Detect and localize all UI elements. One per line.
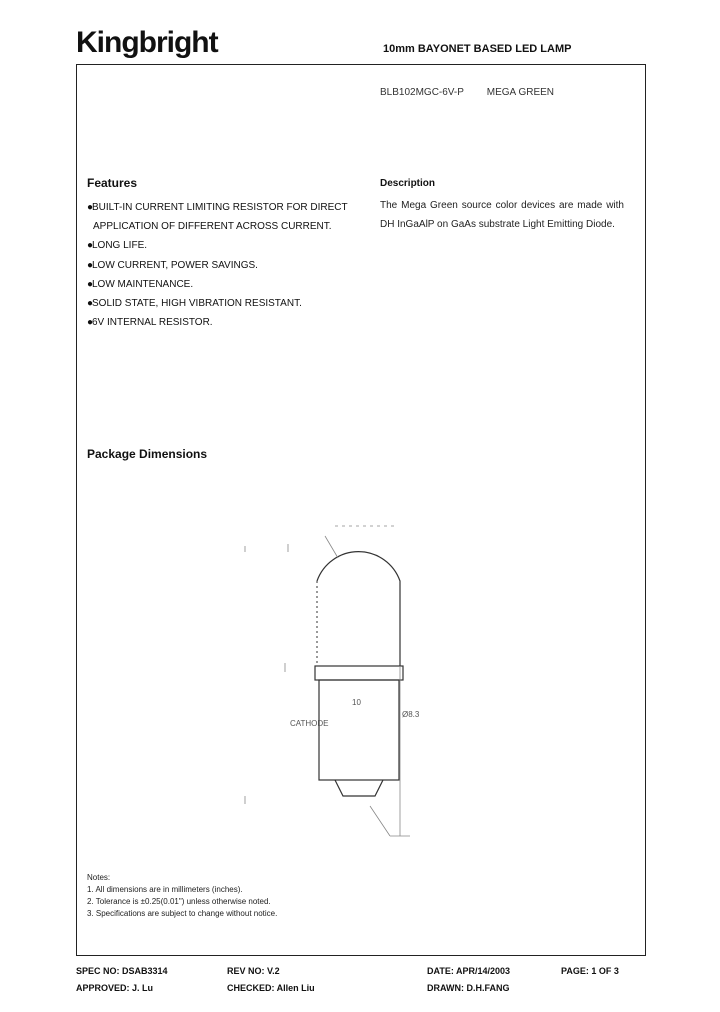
feature-item-continuation: APPLICATION OF DIFFERENT ACROSS CURRENT. <box>93 221 332 233</box>
features-heading: Features <box>87 176 138 190</box>
revision-number: REV NO: V.2 <box>227 966 280 976</box>
part-line <box>380 87 554 98</box>
dimension-label: 10 <box>352 698 361 707</box>
bullet-icon: ● <box>87 298 94 310</box>
led-lamp-drawing <box>225 496 455 841</box>
part-color: MEGA GREEN <box>486 87 555 98</box>
cathode-label: CATHODE <box>290 719 329 728</box>
notes-title: Notes: <box>87 873 111 882</box>
document-title: 10mm BAYONET BASED LED LAMP <box>383 43 572 55</box>
approved-by: APPROVED: J. Lu <box>76 983 154 993</box>
note-item: 3. Specifications are subject to change without notice. <box>87 909 278 918</box>
package-dimensions-heading: Package Dimensions <box>87 447 208 461</box>
drawn-by: DRAWN: D.H.FANG <box>427 983 510 993</box>
feature-item: ●SOLID STATE, HIGH VIBRATION RESISTANT. <box>87 294 377 313</box>
dimension-label: Ø8.3 <box>402 710 420 719</box>
feature-item: ●LOW MAINTENANCE. <box>87 275 377 294</box>
kingbright-logo: Kingbright <box>76 26 218 59</box>
description-text: The Mega Green source color devices are made with DH InGaAlP on GaAs substrate Light Emitting Diode. <box>380 200 624 231</box>
notes <box>87 872 277 920</box>
page-number: PAGE: 1 OF 3 <box>561 966 619 976</box>
spec-number: SPEC NO: DSAB3314 <box>76 966 168 976</box>
bullet-icon: ● <box>87 259 94 271</box>
features-list <box>87 198 377 332</box>
feature-item: ●BUILT-IN CURRENT LIMITING RESISTOR FOR DIRECT <box>87 198 377 217</box>
note-item: 1. All dimensions are in millimeters (inches). <box>87 885 243 894</box>
feature-item: ●6V INTERNAL RESISTOR. <box>87 313 377 332</box>
feature-item: ●LOW CURRENT, POWER SAVINGS. <box>87 256 377 275</box>
feature-item: ●LONG LIFE. <box>87 236 377 255</box>
checked-by: CHECKED: Allen Liu <box>227 983 315 993</box>
bullet-icon: ● <box>87 278 94 290</box>
description-heading: Description <box>380 178 436 189</box>
note-item: 2. Tolerance is ±0.25(0.01") unless otherwise noted. <box>87 897 271 906</box>
part-number: BLB102MGC-6V-P <box>380 87 464 98</box>
bullet-icon: ● <box>87 240 94 252</box>
bullet-icon: ● <box>87 317 94 329</box>
package-drawing <box>225 496 455 841</box>
bullet-icon: ● <box>87 202 94 213</box>
document-date: DATE: APR/14/2003 <box>427 966 511 976</box>
